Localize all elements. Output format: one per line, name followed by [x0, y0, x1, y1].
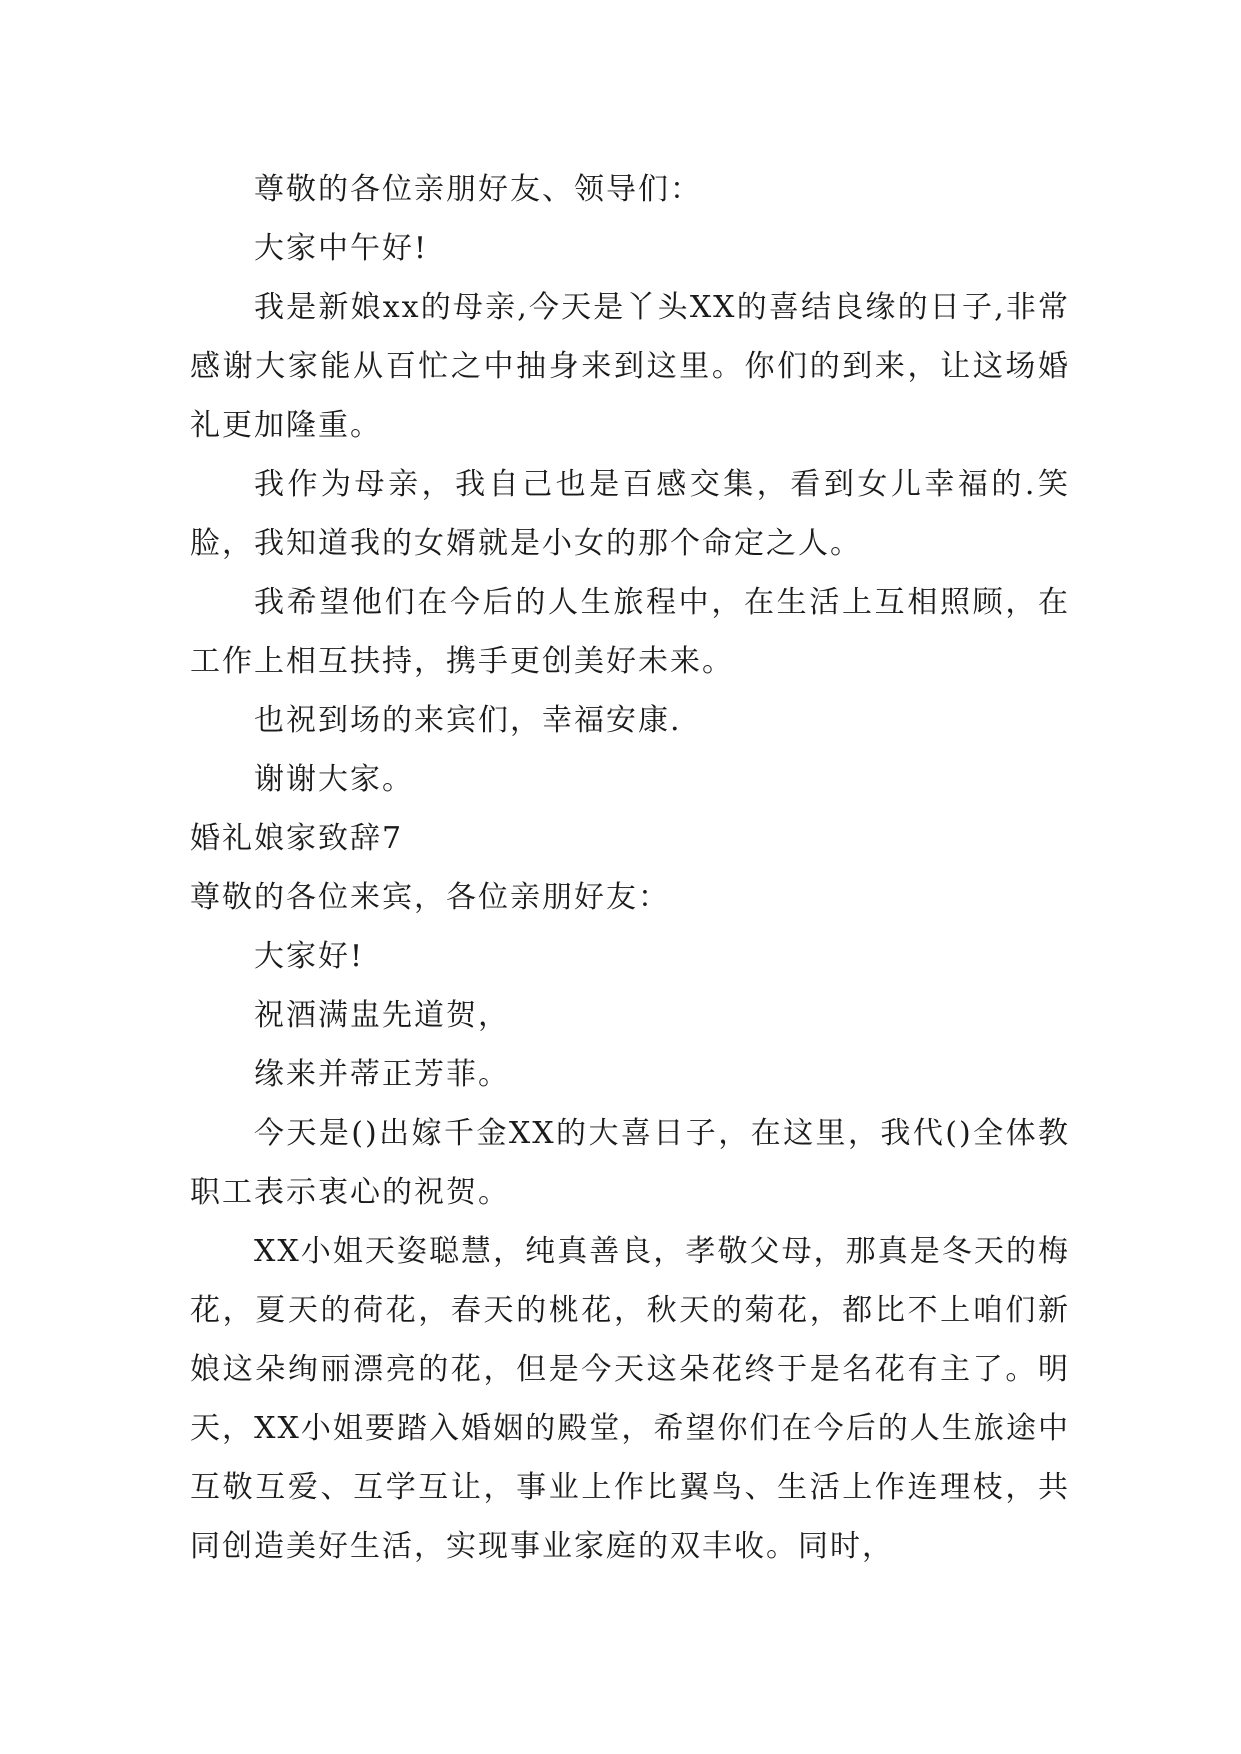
paragraph-salutation: 尊敬的各位来宾，各位亲朋好友：: [190, 880, 670, 915]
paragraph-thanks: 谢谢大家。: [254, 762, 414, 797]
paragraph-mother-feelings: 我作为母亲，我自己也是百感交集，看到女儿幸福的.笑脸，我知道我的女婿就是小女的那个命定之人。: [190, 467, 1070, 561]
paragraph-poem-line-1: 祝酒满盅先道贺，: [254, 998, 510, 1033]
paragraph-hello: 大家好!: [254, 939, 365, 974]
document-body: [190, 160, 1070, 1576]
section-title: 婚礼娘家致辞7: [190, 821, 404, 856]
paragraph-bride-praise: XX小姐天姿聪慧，纯真善良，孝敬父母，那真是冬天的梅花，夏天的荷花，春天的桃花，秋天的菊花，都比不上咱们新娘这朵绚丽漂亮的花，但是今天这朵花终于是名花有主了。明天，XX小姐要踏入婚姻的殿堂，希望你们在今后的人生旅途中互敬互爱、互学互让，事业上作比翼鸟、生活上作连理枝，共同创造美好生活，实现事业家庭的双丰收。同时，: [190, 1234, 1070, 1564]
paragraph-blessing-guests: 也祝到场的来宾们，幸福安康.: [254, 703, 682, 738]
paragraph-good-noon: 大家中午好!: [254, 231, 429, 266]
paragraph-introduction: 我是新娘xx的母亲,今天是丫头XX的喜结良缘的日子,非常感谢大家能从百忙之中抽身来到这里。你们的到来，让这场婚礼更加隆重。: [190, 290, 1070, 443]
paragraph-poem-line-2: 缘来并蒂正芳菲。: [254, 1057, 510, 1092]
paragraph-hopes: 我希望他们在今后的人生旅程中，在生活上互相照顾，在工作上相互扶持，携手更创美好未来。: [190, 585, 1070, 679]
paragraph-greeting: 尊敬的各位亲朋好友、领导们：: [254, 172, 702, 207]
paragraph-congratulations: 今天是()出嫁千金XX的大喜日子，在这里，我代()全体教职工表示衷心的祝贺。: [190, 1116, 1070, 1210]
